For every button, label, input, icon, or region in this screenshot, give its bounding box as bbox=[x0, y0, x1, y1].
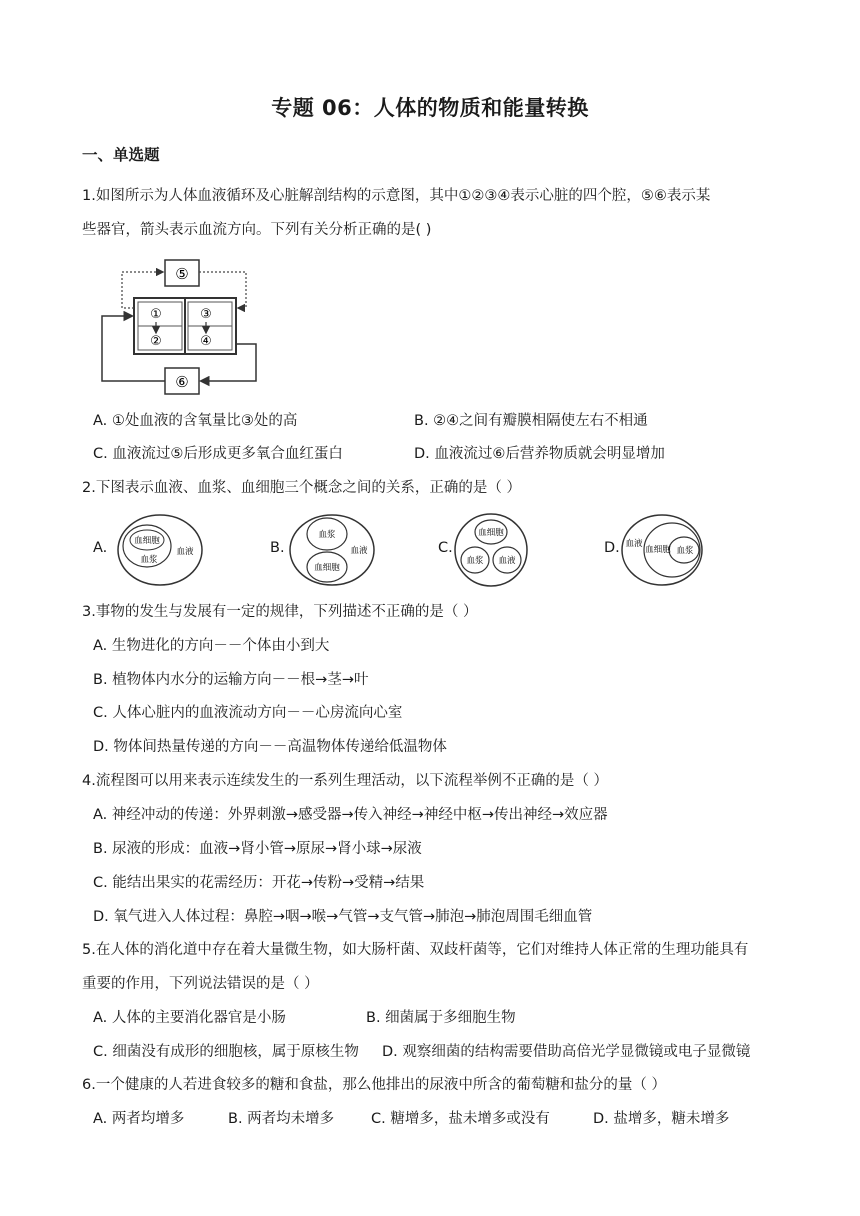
q4-option-a: A. 神经冲动的传递：外界刺激→感受器→传入神经→神经中枢→传出神经→效应器 bbox=[93, 807, 608, 823]
q3-option-c: C. 人体心脏内的血液流动方向－－心房流向心室 bbox=[93, 705, 403, 721]
venn-d-mid-text: 血细胞 bbox=[645, 545, 671, 555]
q4-stem: 4.流程图可以用来表示连续发生的一系列生理活动，以下流程举例不正确的是（ ） bbox=[82, 773, 608, 789]
q1-stem-line2: 些器官，箭头表示血流方向。下列有关分析正确的是( ) bbox=[82, 222, 432, 238]
q2-label-c: C. bbox=[438, 540, 453, 556]
q5-option-a: A. 人体的主要消化器官是小肠 bbox=[93, 1010, 286, 1026]
q3-stem: 3.事物的发生与发展有一定的规律，下列描述不正确的是（ ） bbox=[82, 604, 478, 620]
venn-d-inner-text: 血浆 bbox=[676, 546, 694, 556]
venn-b-outer-text: 血液 bbox=[350, 546, 368, 556]
q3-option-d: D. 物体间热量传递的方向－－高温物体传递给低温物体 bbox=[93, 739, 447, 755]
q6-option-b: B. 两者均未增多 bbox=[228, 1111, 335, 1127]
chamber-2-label: ② bbox=[150, 334, 162, 349]
q5-option-c: C. 细菌没有成形的细胞核，属于原核生物 bbox=[93, 1044, 359, 1060]
q1-option-b: B. ②④之间有瓣膜相隔使左右不相通 bbox=[414, 413, 648, 429]
venn-d-outer-text: 血液 bbox=[625, 539, 643, 549]
page-title: 专题 06：人体的物质和能量转换 bbox=[271, 96, 589, 120]
q2-label-d: D. bbox=[604, 540, 620, 556]
venn-c-left-text: 血浆 bbox=[466, 556, 484, 566]
q2-label-b: B. bbox=[270, 540, 285, 556]
q6-stem: 6.一个健康的人若进食较多的糖和食盐，那么他排出的尿液中所含的葡萄糖和盐分的量（ ） bbox=[82, 1077, 666, 1093]
organ-5-label: ⑤ bbox=[175, 265, 189, 283]
organ-6-label: ⑥ bbox=[175, 373, 189, 391]
heart-circulation-diagram bbox=[92, 256, 272, 404]
q5-option-d: D. 观察细菌的结构需要借助高倍光学显微镜或电子显微镜 bbox=[382, 1044, 751, 1060]
venn-b-bottom-text: 血细胞 bbox=[314, 563, 340, 573]
chamber-3-label: ③ bbox=[200, 307, 212, 322]
q1-stem-line1: 1.如图所示为人体血液循环及心脏解剖结构的示意图，其中①②③④表示心脏的四个腔，⑤⑥表示某 bbox=[82, 188, 711, 204]
q6-option-d: D. 盐增多，糖未增多 bbox=[593, 1111, 730, 1127]
q5-stem-line1: 5.在人体的消化道中存在着大量微生物，如大肠杆菌、双歧杆菌等，它们对维持人体正常的生理功能具有 bbox=[82, 942, 749, 958]
q3-option-a: A. 生物进化的方向－－个体由小到大 bbox=[93, 638, 330, 654]
venn-a-inner-text: 血细胞 bbox=[134, 536, 160, 546]
venn-a-outer-text: 血液 bbox=[176, 547, 194, 557]
q2-stem: 2.下图表示血液、血浆、血细胞三个概念之间的关系，正确的是（ ） bbox=[82, 480, 521, 496]
venn-option-b bbox=[287, 512, 377, 588]
q1-option-d: D. 血液流过⑥后营养物质就会明显增加 bbox=[414, 446, 665, 462]
section-heading: 一、单选题 bbox=[82, 146, 160, 164]
q5-option-b: B. 细菌属于多细胞生物 bbox=[366, 1010, 516, 1026]
venn-c-right-text: 血液 bbox=[498, 556, 516, 566]
venn-option-c bbox=[451, 512, 531, 588]
chamber-4-label: ④ bbox=[200, 334, 212, 349]
venn-option-a bbox=[115, 512, 205, 588]
venn-b-top-text: 血浆 bbox=[318, 530, 336, 540]
q2-label-a: A. bbox=[93, 540, 108, 556]
q3-option-b: B. 植物体内水分的运输方向－－根→茎→叶 bbox=[93, 672, 369, 688]
q5-stem-line2: 重要的作用，下列说法错误的是（ ） bbox=[82, 976, 319, 992]
venn-c-top-text: 血细胞 bbox=[478, 528, 504, 538]
q4-option-b: B. 尿液的形成：血液→肾小管→原尿→肾小球→尿液 bbox=[93, 841, 422, 857]
q4-option-d: D. 氧气进入人体过程：鼻腔→咽→喉→气管→支气管→肺泡→肺泡周围毛细血管 bbox=[93, 909, 593, 925]
q1-option-a: A. ①处血液的含氧量比③处的高 bbox=[93, 413, 298, 429]
q6-option-c: C. 糖增多，盐未增多或没有 bbox=[371, 1111, 550, 1127]
q6-option-a: A. 两者均增多 bbox=[93, 1111, 185, 1127]
venn-a-inner2-text: 血浆 bbox=[140, 555, 158, 565]
q1-option-c: C. 血液流过⑤后形成更多氧合血红蛋白 bbox=[93, 446, 343, 462]
q4-option-c: C. 能结出果实的花需经历：开花→传粉→受精→结果 bbox=[93, 875, 425, 891]
venn-option-d bbox=[620, 512, 704, 588]
chamber-1-label: ① bbox=[150, 307, 162, 322]
